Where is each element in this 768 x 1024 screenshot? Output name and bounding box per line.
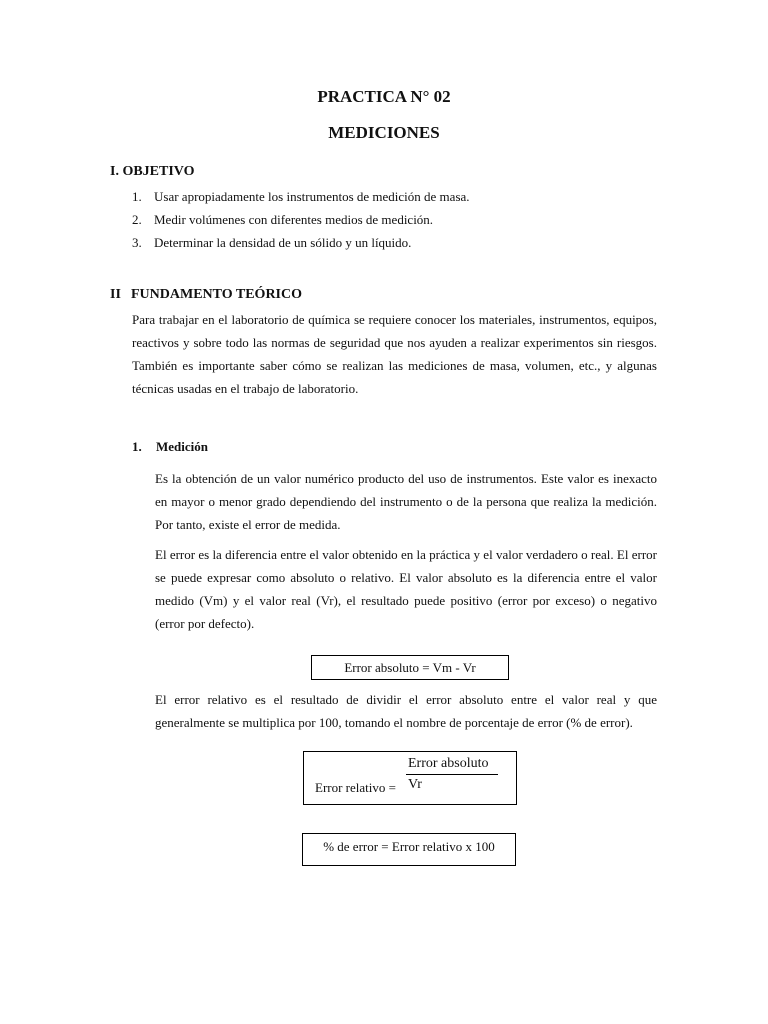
fraction-bar [406,774,498,775]
formula-box-percent-error [302,833,516,866]
list-item-text: Determinar la densidad de un sólido y un líquido. [154,235,412,250]
paragraph-medicion-3: El error relativo es el resultado de dividir el error absoluto entre el valor real y que generalmente se multiplica por 100, tomando el nombre de porcentaje de error (% de error). [155,692,657,730]
formula-relative-numerator: Error absoluto [408,756,489,771]
list-item-text: Medir volúmenes con diferentes medios de medición. [154,212,434,227]
formula-percent-error: % de error = Error relativo x 100 [323,839,495,854]
formula-box-relative-error [303,751,517,805]
list-item [132,189,470,205]
paragraph-medicion-2: El error es la diferencia entre el valor obtenido en la práctica y el valor verdadero o real. El error se puede expresar como absoluto o relativo. El valor absoluto es la diferencia entre el valor medido (Vm) y el valor real (Vr), el resultado puede positivo (error por exceso) o negativo (error por defecto). [155,547,657,631]
formula-relative-label: Error relativo = [315,780,396,795]
subsection-title: Medición [156,439,208,454]
list-item [132,212,433,228]
formula-box-absolute-error [311,655,509,680]
paragraph-medicion-1: Es la obtención de un valor numérico producto del uso de instrumentos. Este valor es inexacto en mayor o menor grado dependiendo del instrumento o de la persona que realiza la medición. Por tanto, existe el error de medida. [155,471,657,532]
section-heading-objetivo: I. OBJETIVO [110,164,195,179]
section-number: II [110,287,121,302]
list-item-number: 1. [132,189,142,204]
list-item [132,235,411,251]
list-item-number: 3. [132,235,142,250]
formula-absolute-error: Error absoluto = Vm - Vr [344,660,476,675]
list-item-number: 2. [132,212,142,227]
section-heading-fundamento [110,287,302,303]
section-title: FUNDAMENTO TEÓRICO [131,287,303,302]
document-subtitle: MEDICIONES [328,123,440,142]
formula-relative-denominator: Vr [408,777,422,792]
subsection-heading-medicion [132,439,208,455]
list-item-text: Usar apropiadamente los instrumentos de medición de masa. [154,189,470,204]
paragraph-fundamento: Para trabajar en el laboratorio de química se requiere conocer los materiales, instrumentos, equipos, reactivos y sobre todo las normas de seguridad que nos ayuden a realizar experimentos sin riesgos. También es importante saber cómo se realizan las mediciones de masa, volumen, etc., y algunas técnicas usadas en el trabajo de laboratorio. [132,312,657,396]
subsection-number: 1. [132,439,142,454]
document-title: PRACTICA N° 02 [317,87,451,106]
